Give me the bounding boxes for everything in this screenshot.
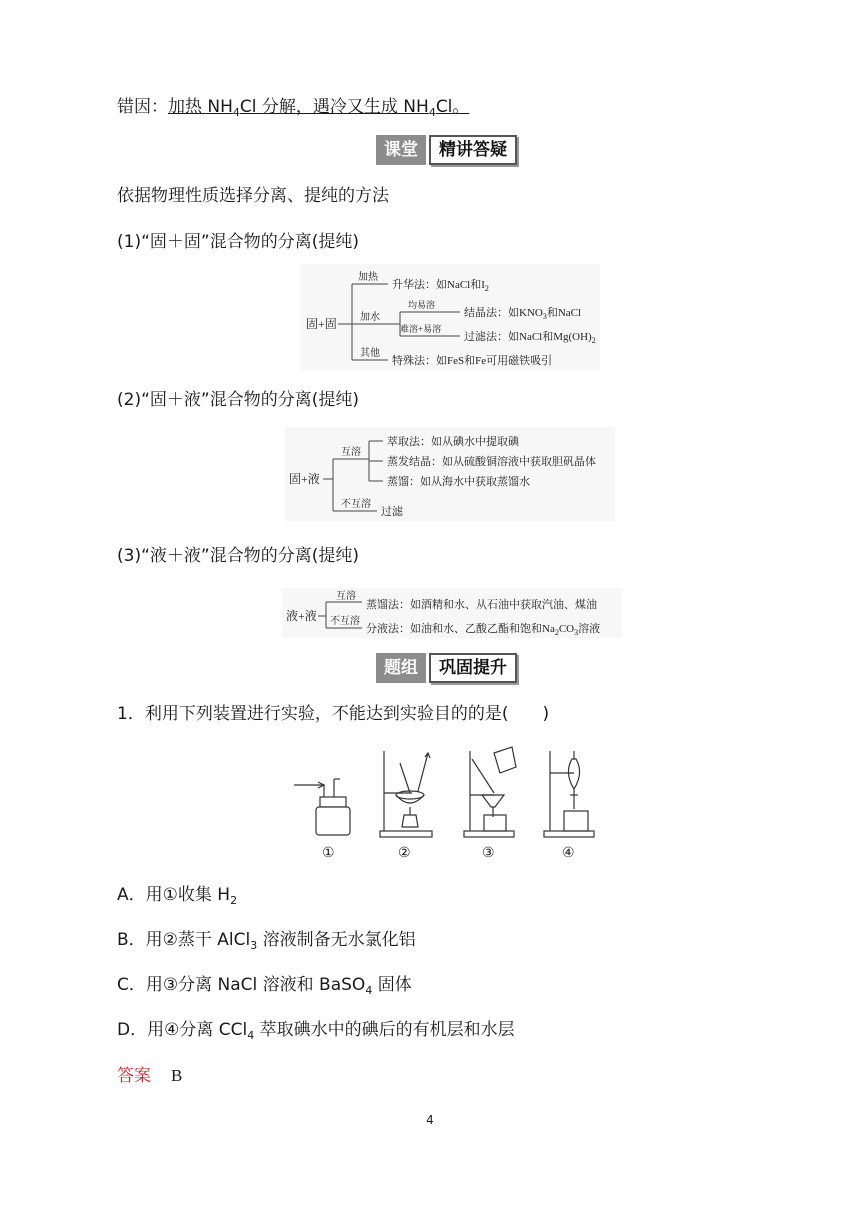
- filtration-setup: [464, 747, 516, 837]
- diag2-distillation-text: 蒸馏：如从海水中获取蒸馏水: [387, 476, 530, 488]
- diag1-branch-other: 其他: [360, 348, 380, 359]
- diag2-branch-miscible: 互溶: [341, 447, 361, 458]
- diag3-separation-text: 分液法：如油和水、乙酸乙酯和饱和$Na_2CO_3$溶液: [366, 623, 601, 637]
- diag1-crystallization-text: 结晶法：如$KNO_3$和NaCl: [464, 307, 582, 321]
- diagram-solid-solid: [300, 264, 600, 370]
- error-cause-line: [117, 95, 469, 121]
- apparatus-label-1: ①: [322, 846, 335, 861]
- diag3-distillation-text: 蒸馏法：如酒精和水、从石油中获取汽油、煤油: [366, 599, 597, 611]
- diag1-branch-heat: 加热: [358, 272, 378, 283]
- diag2-root: 固+液: [289, 472, 320, 486]
- page-number: 4: [426, 1113, 434, 1127]
- badge-right-label: 巩固提升: [429, 653, 517, 683]
- diag2-filter-text: 过滤: [381, 506, 403, 518]
- badge-left-label: 题组: [376, 653, 426, 683]
- badge-right-label: 精讲答疑: [429, 135, 517, 165]
- diag2-evaporation-text: 蒸发结晶：如从硫酸铜溶液中获取胆矾晶体: [387, 456, 596, 468]
- section-heading-solid-solid: (1)“固＋固”混合物的分离(提纯): [117, 232, 359, 252]
- diag2-extraction-text: 萃取法：如从碘水中提取碘: [387, 436, 519, 448]
- section-badge-practice: [376, 653, 517, 683]
- section-badge-classroom: [376, 135, 517, 165]
- intro-text: 依据物理性质选择分离、提纯的方法: [117, 186, 389, 206]
- option-d: D．用④分离 CCl$_4$ 萃取碘水中的碘后的有机层和水层: [117, 1020, 515, 1042]
- diag1-branch-soluble: 均易溶: [408, 300, 436, 310]
- diagram-solid-liquid: [285, 427, 615, 521]
- apparatus-label-2: ②: [398, 846, 411, 861]
- answer-label: 答案: [117, 1066, 151, 1086]
- diag1-filtration-text: 过滤法：如NaCl和$Mg(OH)_2$: [464, 331, 596, 345]
- diag1-sublimation-text: 升华法：如NaCl和$I_2$: [392, 279, 489, 293]
- diag1-special-text: 特殊法：如FeS和Fe可用磁铁吸引: [392, 355, 553, 367]
- evaporating-dish-stand: [380, 751, 432, 837]
- answer-line: [117, 1064, 182, 1088]
- separatory-funnel-setup: [544, 751, 594, 837]
- diag2-branch-immiscible: 不互溶: [341, 499, 371, 510]
- error-cause-label: 错因：: [117, 97, 168, 117]
- option-b: B．用②蒸干 AlCl$_3$ 溶液制备无水氯化铝: [117, 930, 416, 952]
- option-a: A．用①收集 $H_2$: [117, 885, 238, 907]
- answer-value: B: [171, 1066, 183, 1085]
- apparatus-label-4: ④: [562, 846, 575, 861]
- diag1-branch-water: 加水: [360, 312, 380, 323]
- section-heading-solid-liquid: (2)“固＋液”混合物的分离(提纯): [117, 390, 359, 410]
- diag3-branch-immiscible: 不互溶: [330, 616, 360, 627]
- question-text: 1．利用下列装置进行实验，不能达到实验目的的是( ): [117, 704, 550, 724]
- diag3-branch-miscible: 互溶: [336, 591, 356, 602]
- error-cause-text: 加热 $NH_4Cl$ 分解，遇冷又生成 $NH_4Cl$。: [168, 97, 470, 119]
- diagram-liquid-liquid: [282, 588, 622, 638]
- option-c: C．用③分离 NaCl 溶液和 BaSO$_4$ 固体: [117, 975, 412, 997]
- badge-left-label: 课堂: [376, 135, 426, 165]
- diag3-root: 液+液: [286, 609, 317, 623]
- apparatus-label-3: ③: [482, 846, 495, 861]
- gas-collection-bottle: [294, 779, 350, 835]
- diag1-branch-insoluble-soluble: 难溶+易溶: [400, 324, 442, 334]
- apparatus-figure: [288, 745, 618, 863]
- section-heading-liquid-liquid: (3)“液＋液”混合物的分离(提纯): [117, 546, 359, 566]
- diag1-root: 固+固: [306, 317, 337, 331]
